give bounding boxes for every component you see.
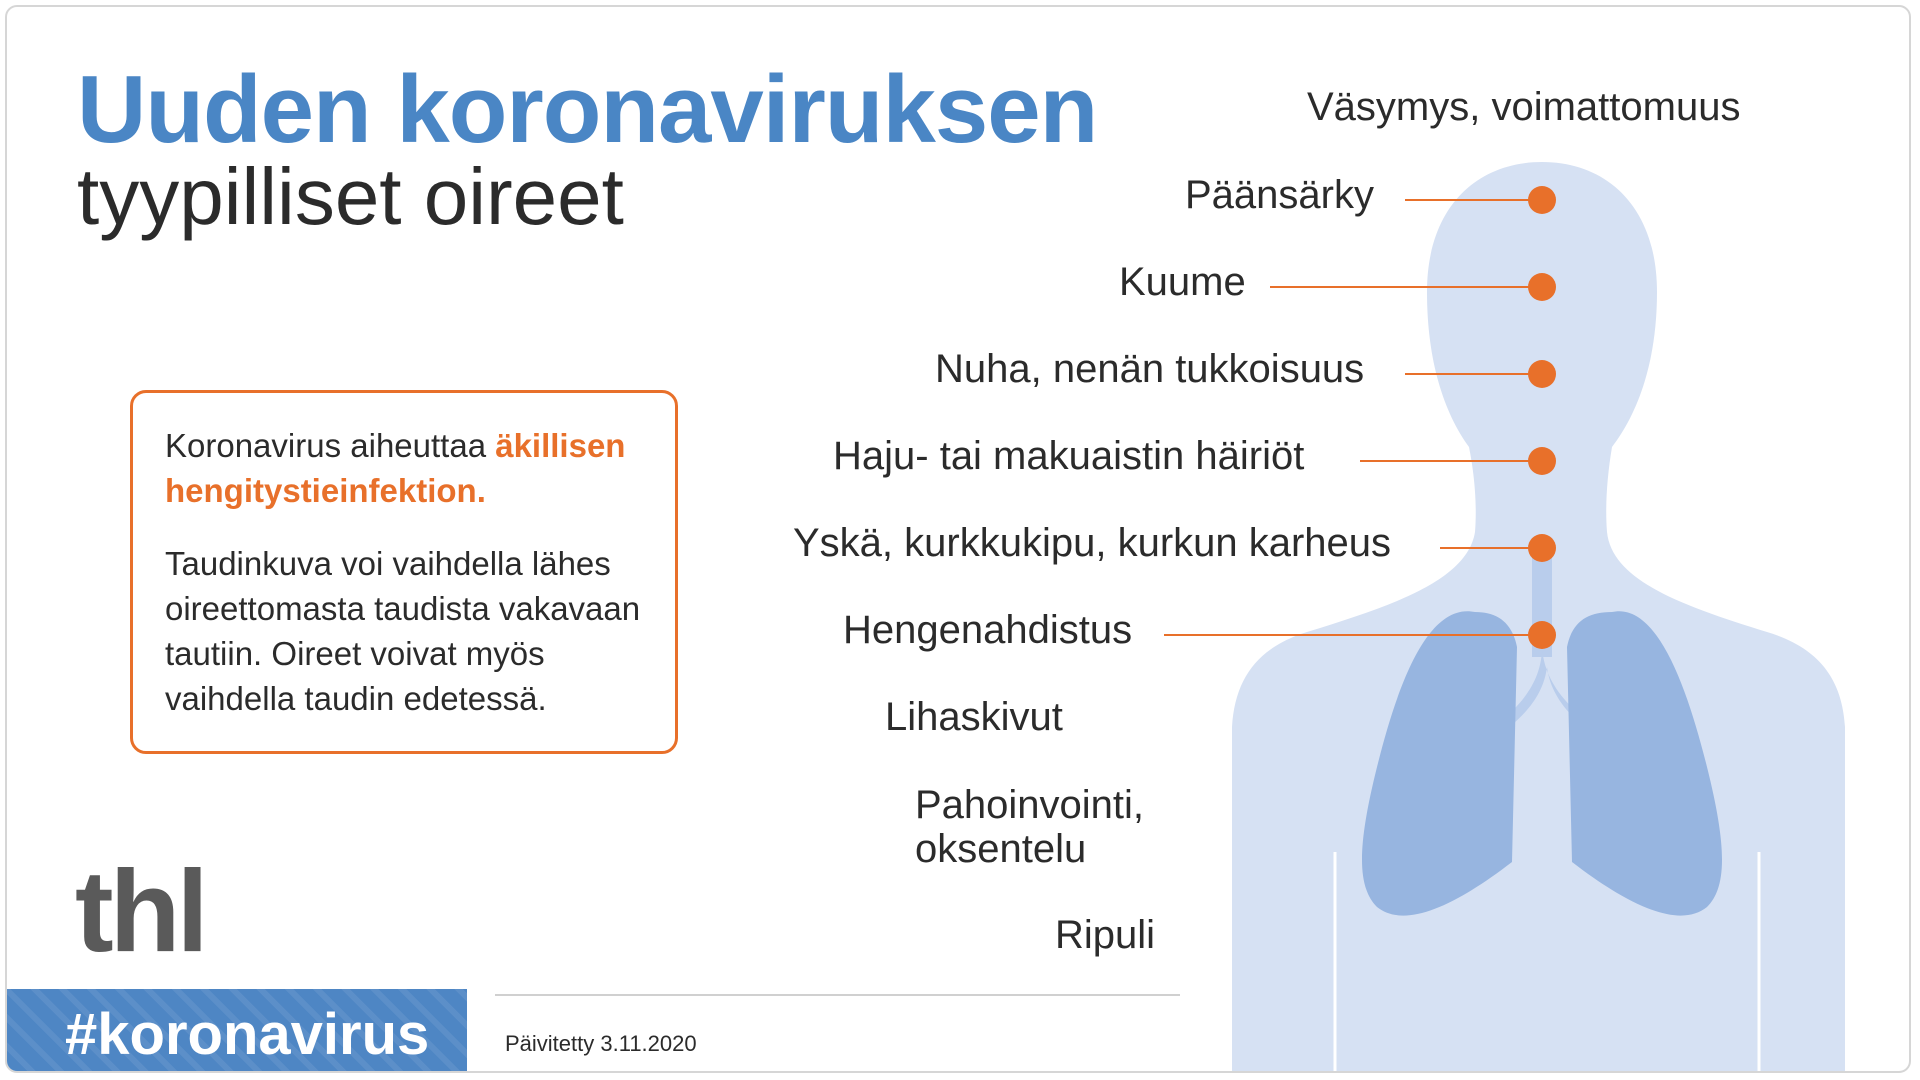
dot-smell-taste [1528,447,1556,475]
title-line-1: Uuden koronaviruksen [77,56,1098,163]
symptom-fever: Kuume [1119,260,1246,304]
symptom-smell-taste: Haju- tai makuaistin häiriöt [833,434,1305,478]
symptom-muscle-pain: Lihaskivut [885,695,1063,739]
symptom-fatigue: Väsymys, voimattomuus [1307,85,1741,129]
symptom-nausea-line-2: oksentelu [915,827,1087,871]
dot-breathless [1528,621,1556,649]
dot-cough [1528,534,1556,562]
symptom-breathless: Hengenahdistus [843,608,1133,652]
updated-date: Päivitetty 3.11.2020 [505,1031,697,1056]
symptom-nausea-line-1: Pahoinvointi, [915,783,1145,827]
dot-headache [1528,186,1556,214]
infographic-card [5,5,1911,1073]
symptom-cough: Yskä, kurkkukipu, kurkun karheus [793,521,1392,565]
info-text-1-highlight: äkillisen hengitystieinfektion. [165,427,626,509]
info-text-1-plain: Koronavirus aiheuttaa [165,427,496,464]
hashtag-text: #koronavirus [65,1002,430,1067]
dot-fever [1528,273,1556,301]
thl-logo: thl [75,846,205,976]
symptom-headache: Päänsärky [1185,173,1374,217]
info-text-2: Taudinkuva voi vaihdella lähes oireettomasta taudista vakavaan tautiin. Oireet voivat myös vaihdella taudin edetessä. [165,545,641,717]
symptom-diarrhea: Ripuli [1055,913,1156,957]
title-line-2: tyypilliset oireet [77,152,624,241]
symptom-runny-nose: Nuha, nenän tukkoisuus [935,347,1365,391]
dot-runny-nose [1528,360,1556,388]
